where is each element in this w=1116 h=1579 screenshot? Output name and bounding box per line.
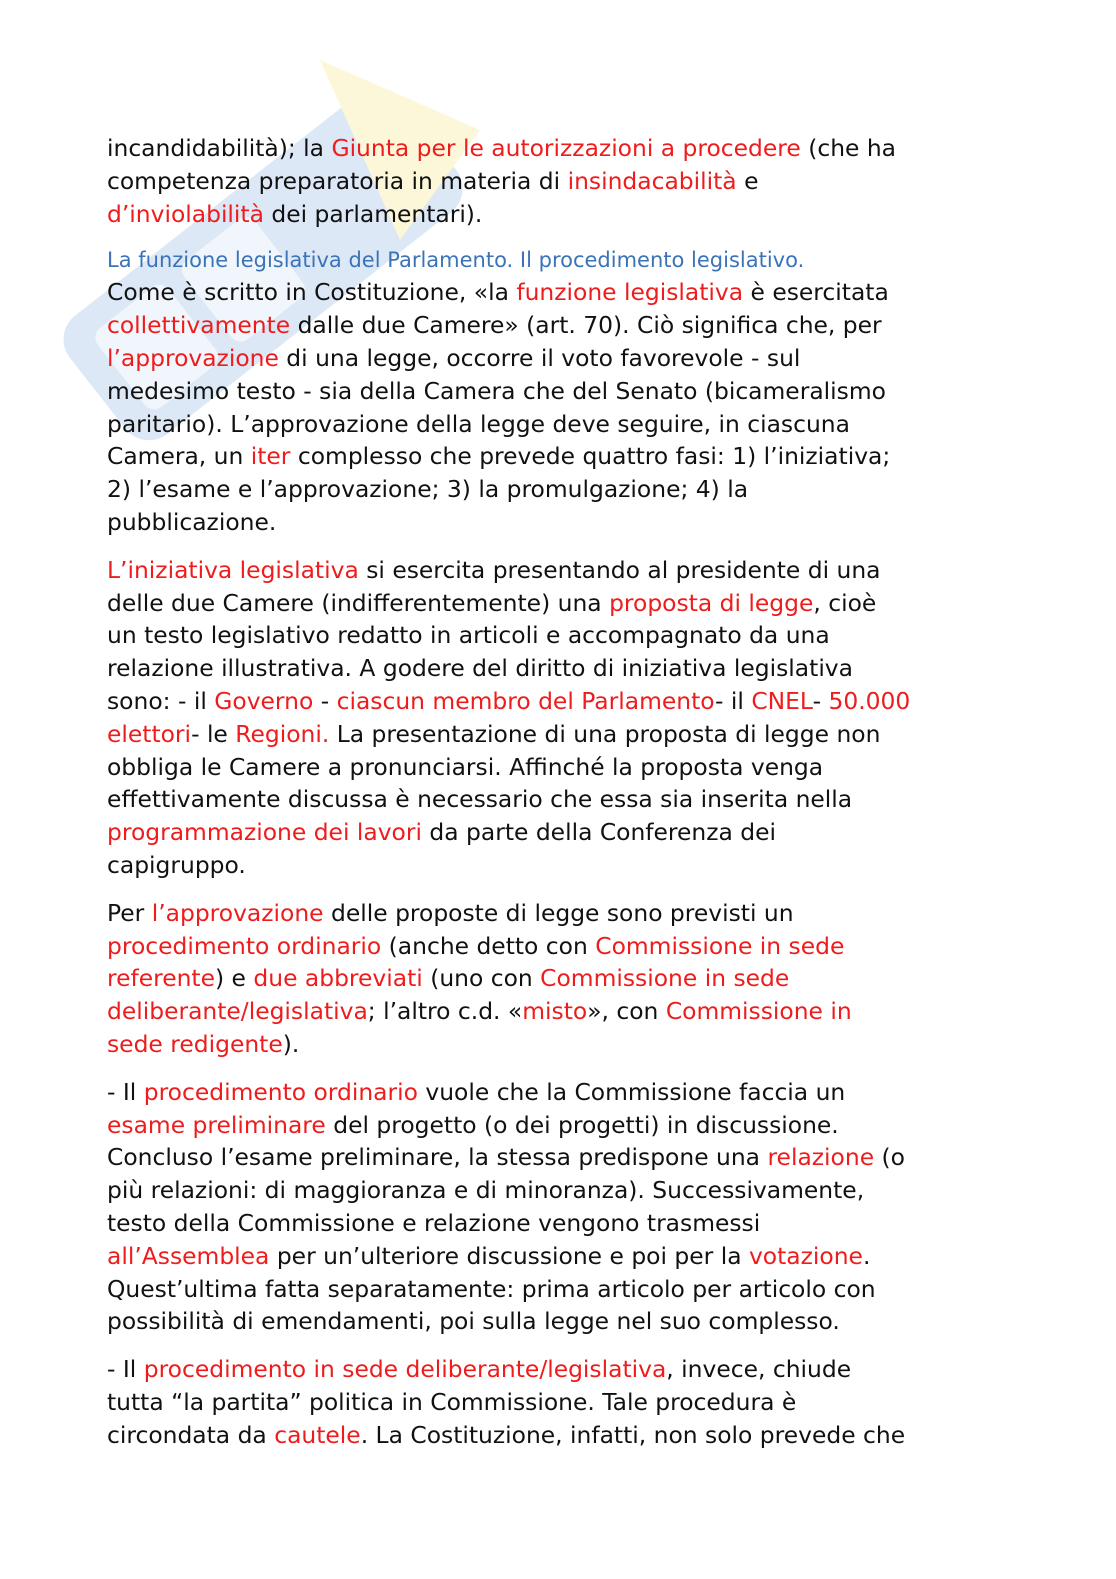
highlighted-term: L’iniziativa legislativa: [107, 555, 359, 584]
text-segment: competenza preparatoria in materia di: [107, 166, 568, 195]
highlighted-term: programmazione dei lavori: [107, 818, 422, 847]
text-line: [107, 1028, 910, 1061]
text-segment: testo della Commissione e relazione vengono trasmessi: [107, 1208, 761, 1237]
highlighted-term: Governo: [214, 686, 314, 715]
text-segment: più relazioni: di maggioranza e di minoranza). Successivamente,: [107, 1176, 865, 1205]
paragraph: [107, 1353, 910, 1451]
text-segment: da parte della Conferenza dei: [421, 818, 777, 847]
highlighted-term: procedimento in sede deliberante/legislativa: [143, 1355, 667, 1384]
text-line: [107, 1174, 910, 1207]
text-segment: .: [862, 1241, 871, 1270]
highlighted-term: due abbreviati: [253, 964, 423, 993]
highlighted-term: collettivamente: [107, 311, 291, 340]
highlighted-term: Regioni.: [235, 719, 330, 748]
text-line: [107, 342, 910, 375]
text-segment: pubblicazione.: [107, 507, 277, 536]
text-line: [107, 1240, 910, 1273]
text-segment: - Il: [107, 1077, 144, 1106]
text-line: [107, 375, 910, 408]
text-segment: medesimo testo - sia della Camera che del Senato (bicameralismo: [107, 376, 886, 405]
text-segment: - Il: [107, 1355, 144, 1384]
text-segment: si esercita presentando al presidente di una: [358, 555, 881, 584]
text-line: [107, 1207, 910, 1240]
text-line: [107, 1353, 910, 1386]
highlighted-term: Commissione in sede: [595, 931, 845, 960]
text-line: [107, 783, 910, 816]
paragraph: [107, 554, 910, 882]
text-segment: (uno con: [422, 964, 541, 993]
text-line: [107, 685, 910, 718]
text-line: [107, 897, 910, 930]
text-segment: -: [812, 686, 829, 715]
text-segment: relazione illustrativa. A godere del diritto di iniziativa legislativa: [107, 654, 853, 683]
text-segment: per un’ulteriore discussione e poi per la: [269, 1241, 749, 1270]
highlighted-term: deliberante/legislativa: [107, 997, 368, 1026]
text-segment: vuole che la Commissione faccia un: [417, 1077, 846, 1106]
text-segment: , cioè: [813, 588, 877, 617]
text-segment: tutta “la partita” politica in Commissione. Tale procedura è: [107, 1387, 797, 1416]
text-line: [107, 1419, 910, 1452]
text-segment: 2) l’esame e l’approvazione; 3) la promulgazione; 4) la: [107, 475, 749, 504]
highlighted-term: iter: [250, 442, 291, 471]
highlighted-term: misto: [522, 997, 588, 1026]
text-line: [107, 1386, 910, 1419]
highlighted-term: relazione: [767, 1143, 875, 1172]
text-segment: (che ha: [800, 134, 897, 162]
text-segment: Per: [107, 898, 152, 927]
document-page: [107, 132, 910, 1466]
text-line: [107, 962, 910, 995]
text-line: [107, 751, 910, 784]
text-segment: e: [736, 166, 759, 195]
highlighted-term: 50.000: [828, 686, 911, 715]
text-segment: circondata da: [107, 1420, 275, 1449]
text-line: [107, 1076, 910, 1109]
text-line: [107, 132, 910, 165]
highlighted-term: CNEL: [751, 686, 813, 715]
highlighted-term: Giunta per le autorizzazioni a procedere: [331, 134, 801, 162]
highlighted-term: ciascun membro del Parlamento: [336, 686, 716, 715]
text-line: [107, 816, 910, 849]
text-segment: effettivamente discussa è necessario che essa sia inserita nella: [107, 785, 853, 814]
text-segment: incandidabilità); la: [107, 134, 332, 162]
highlighted-term: votazione: [748, 1241, 863, 1270]
text-segment: possibilità di emendamenti, poi sulla legge nel suo complesso.: [107, 1307, 840, 1336]
text-line: [107, 554, 910, 587]
text-line: [107, 1109, 910, 1142]
highlighted-term: elettori: [107, 719, 192, 748]
text-segment: Concluso l’esame preliminare, la stessa predispone una: [107, 1143, 768, 1172]
highlighted-term: d’inviolabilità: [107, 199, 264, 228]
text-segment: ).: [282, 1029, 300, 1058]
text-line: [107, 619, 910, 652]
text-line: [107, 849, 910, 882]
text-segment: (anche detto con: [381, 931, 596, 960]
section-heading: La funzione legislativa del Parlamento. Il procedimento legislativo.: [107, 248, 805, 273]
text-segment: -: [313, 686, 337, 715]
text-segment: un testo legislativo redatto in articoli e accompagnato da una: [107, 621, 830, 650]
text-segment: . La Costituzione, infatti, non solo prevede che: [360, 1420, 906, 1449]
text-line: [107, 506, 910, 539]
text-segment: , invece, chiude: [666, 1355, 852, 1384]
text-segment: dalle due Camere» (art. 70). Ciò significa che, per: [290, 311, 882, 340]
text-segment: ) e: [215, 964, 254, 993]
text-line: [107, 1305, 910, 1338]
text-segment: delle due Camere (indifferentemente) una: [107, 588, 610, 617]
text-segment: delle proposte di legge sono previsti un: [323, 898, 794, 927]
text-line: [107, 652, 910, 685]
text-segment: Come è scritto in Costituzione, «la: [107, 278, 517, 307]
highlighted-term: Commissione in sede: [540, 964, 790, 993]
highlighted-term: insindacabilità: [567, 166, 737, 195]
text-line: [107, 408, 910, 441]
text-line: [107, 473, 910, 506]
highlighted-term: Commissione in: [665, 997, 852, 1026]
highlighted-term: l’approvazione: [151, 898, 324, 927]
text-segment: La presentazione di una proposta di legge non: [329, 719, 881, 748]
text-segment: capigruppo.: [107, 850, 246, 879]
text-segment: di una legge, occorre il voto favorevole - sul: [278, 343, 801, 372]
text-segment: - il: [715, 686, 752, 715]
text-line: [107, 995, 910, 1028]
text-segment: paritario). L’approvazione della legge deve seguire, in ciascuna: [107, 409, 850, 438]
highlighted-term: esame preliminare: [107, 1110, 326, 1139]
text-segment: ; l’altro c.d. «: [367, 997, 523, 1026]
highlighted-term: cautele: [274, 1420, 361, 1449]
paragraph: [107, 132, 910, 230]
text-segment: è esercitata: [743, 278, 889, 307]
paragraph: [107, 1076, 910, 1338]
text-line: [107, 930, 910, 963]
highlighted-term: procedimento ordinario: [143, 1077, 418, 1106]
text-line: [107, 1141, 910, 1174]
text-segment: Quest’ultima fatta separatamente: prima articolo per articolo con: [107, 1274, 876, 1303]
text-segment: obbliga le Camere a pronunciarsi. Affinché la proposta venga: [107, 752, 824, 781]
text-segment: Camera, un: [107, 442, 251, 471]
text-line: [107, 309, 910, 342]
text-segment: (o: [874, 1143, 905, 1172]
highlighted-term: sede redigente: [107, 1029, 283, 1058]
highlighted-term: referente: [107, 964, 215, 993]
paragraph: [107, 276, 910, 538]
text-line: [107, 587, 910, 620]
text-segment: - le: [191, 719, 236, 748]
text-line: [107, 440, 910, 473]
highlighted-term: proposta di legge: [609, 588, 814, 617]
text-line: [107, 1273, 910, 1306]
highlighted-term: all’Assemblea: [107, 1241, 270, 1270]
text-line: [107, 198, 910, 231]
highlighted-term: procedimento ordinario: [107, 931, 382, 960]
text-segment: », con: [587, 997, 666, 1026]
text-line: [107, 165, 910, 198]
text-segment: sono: - il: [107, 686, 215, 715]
text-segment: dei parlamentari).: [263, 199, 483, 228]
text-line: [107, 276, 910, 309]
text-segment: del progetto (o dei progetti) in discussione.: [325, 1110, 839, 1139]
highlighted-term: l’approvazione: [107, 343, 279, 372]
paragraph: [107, 897, 910, 1061]
text-segment: complesso che prevede quattro fasi: 1) l’iniziativa;: [290, 442, 891, 471]
text-line: [107, 718, 910, 751]
highlighted-term: funzione legislativa: [516, 278, 744, 307]
